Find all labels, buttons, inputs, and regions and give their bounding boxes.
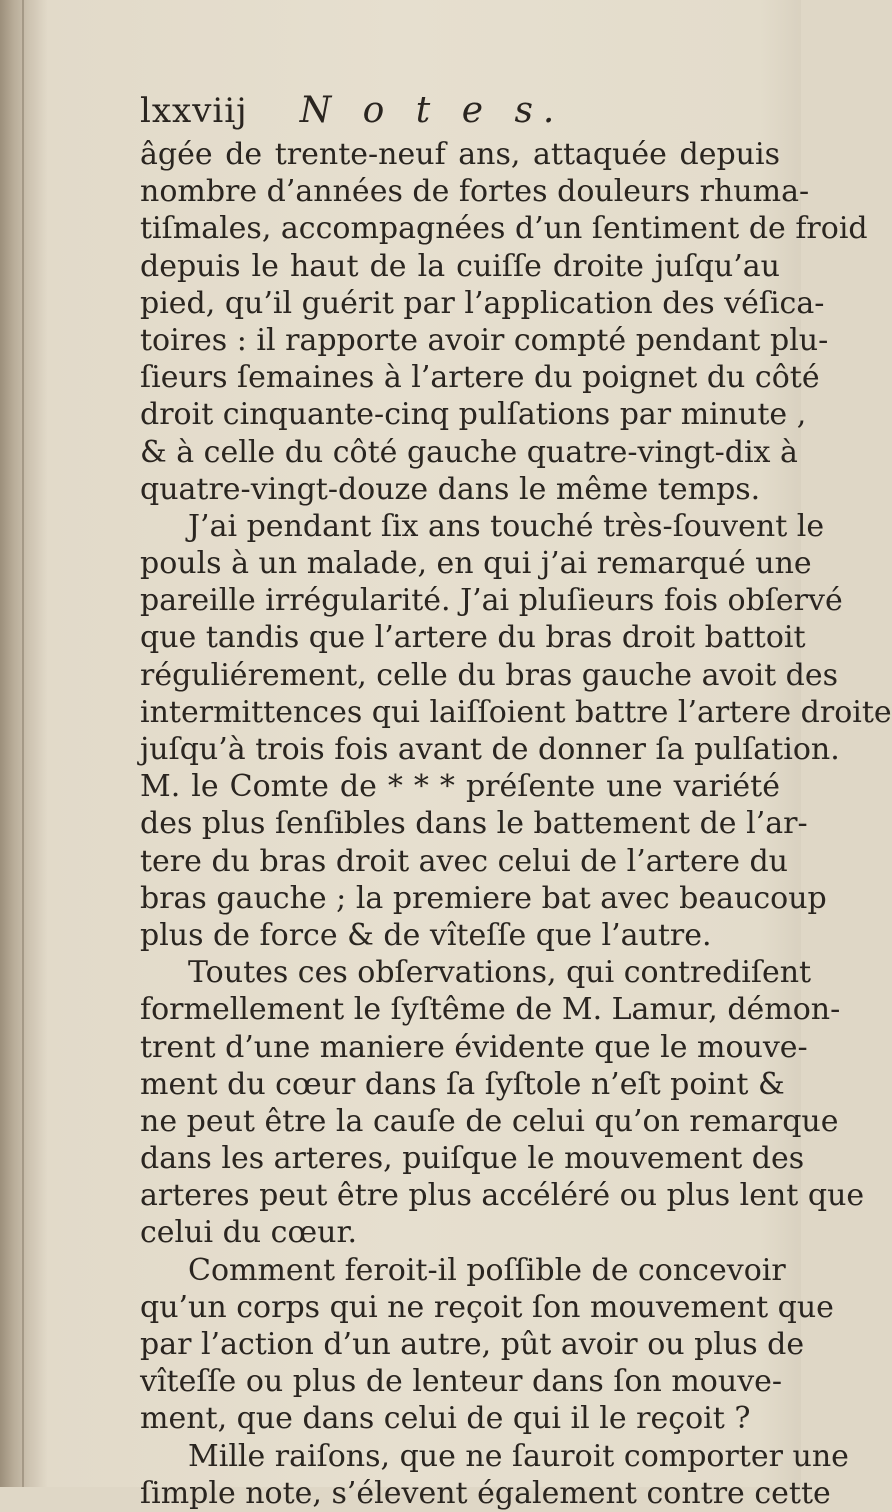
text-line: ment du cœur dans ſa ſyſtole n’eſt point & <box>140 1066 785 1102</box>
text-line: Mille raiſons, que ne ſauroit comporter une <box>188 1438 849 1474</box>
running-head: N o t e s. <box>299 90 565 131</box>
text-line: ne peut être la cauſe de celui qu’on remarque <box>140 1103 839 1139</box>
text-line: dans les arteres, puiſque le mouvement des <box>140 1141 805 1177</box>
text-line: M. le Comte de * * * préſente une variété <box>140 769 780 805</box>
text-line: formellement le ſyſtême de M. Lamur, démon- <box>140 992 841 1028</box>
text-line: par l’action d’un autre, pût avoir ou plus de <box>140 1327 805 1362</box>
text-line: Comment feroit-il poſſible de concevoir <box>188 1252 786 1288</box>
text-line: trent d’une maniere évidente que le mouve- <box>140 1029 808 1065</box>
text-line: ſieurs ſemaines à l’artere du poignet du côté <box>140 360 820 396</box>
text-line: plus de force & de vîteſſe que l’autre. <box>140 917 712 953</box>
text-line: pouls à un malade, en qui j’ai remarqué une <box>140 546 812 582</box>
text-line: tiſmales, accompagnées d’un ſentiment de froid <box>140 211 868 247</box>
text-line: & à celle du côté gauche quatre-vingt-dix à <box>140 434 798 470</box>
text-line: que tandis que l’artere du bras droit battoit <box>140 620 806 656</box>
text-line: intermittences qui laiſſoient battre l’artere droite <box>140 694 892 730</box>
page-header <box>140 90 780 136</box>
page-folio: lxxviij <box>140 91 248 131</box>
text-line: droit cinquante-cinq pulſations par minute , <box>140 397 807 433</box>
page-gutter-edge <box>0 0 48 1487</box>
page-edge-line <box>22 0 24 1487</box>
text-line: Toutes ces obſervations, qui contrediſent <box>188 955 812 991</box>
text-line: pareille irrégularité. J’ai pluſieurs fois obſervé <box>140 583 843 619</box>
text-line: depuis le haut de la cuiſſe droite juſqu’au <box>140 248 780 284</box>
text-line: quatre-vingt-douze dans le même temps. <box>140 471 761 507</box>
text-line: ment, que dans celui de qui il le reçoit ? <box>140 1401 751 1437</box>
text-line: nombre d’années de fortes douleurs rhuma- <box>140 174 810 210</box>
text-line: ſimple note, s’élevent également contre cette <box>140 1475 831 1511</box>
text-line: tere du bras droit avec celui de l’artere du <box>140 843 789 879</box>
text-line: pied, qu’il guérit par l’application des véſica- <box>140 285 825 321</box>
text-line: juſqu’à trois fois avant de donner ſa pulſation. <box>140 732 840 767</box>
text-line: toires : il rapporte avoir compté pendant plu- <box>140 322 829 358</box>
text-line: J’ai pendant ſix ans touché très-ſouvent le <box>188 508 825 544</box>
text-line: qu’un corps qui ne reçoit ſon mouvement que <box>140 1289 834 1325</box>
text-block <box>140 90 892 1512</box>
text-line: arteres peut être plus accéléré ou plus lent que <box>140 1178 865 1214</box>
text-line: bras gauche ; la premiere bat avec beaucoup <box>140 880 827 916</box>
text-line: réguliérement, celle du bras gauche avoit des <box>140 657 839 693</box>
text-line: vîteſſe ou plus de lenteur dans ſon mouve- <box>140 1364 783 1400</box>
text-line: âgée de trente-neuf ans, attaquée depuis <box>140 137 780 172</box>
text-line: celui du cœur. <box>140 1215 358 1251</box>
text-line: des plus ſenſibles dans le battement de l’ar- <box>140 806 808 842</box>
